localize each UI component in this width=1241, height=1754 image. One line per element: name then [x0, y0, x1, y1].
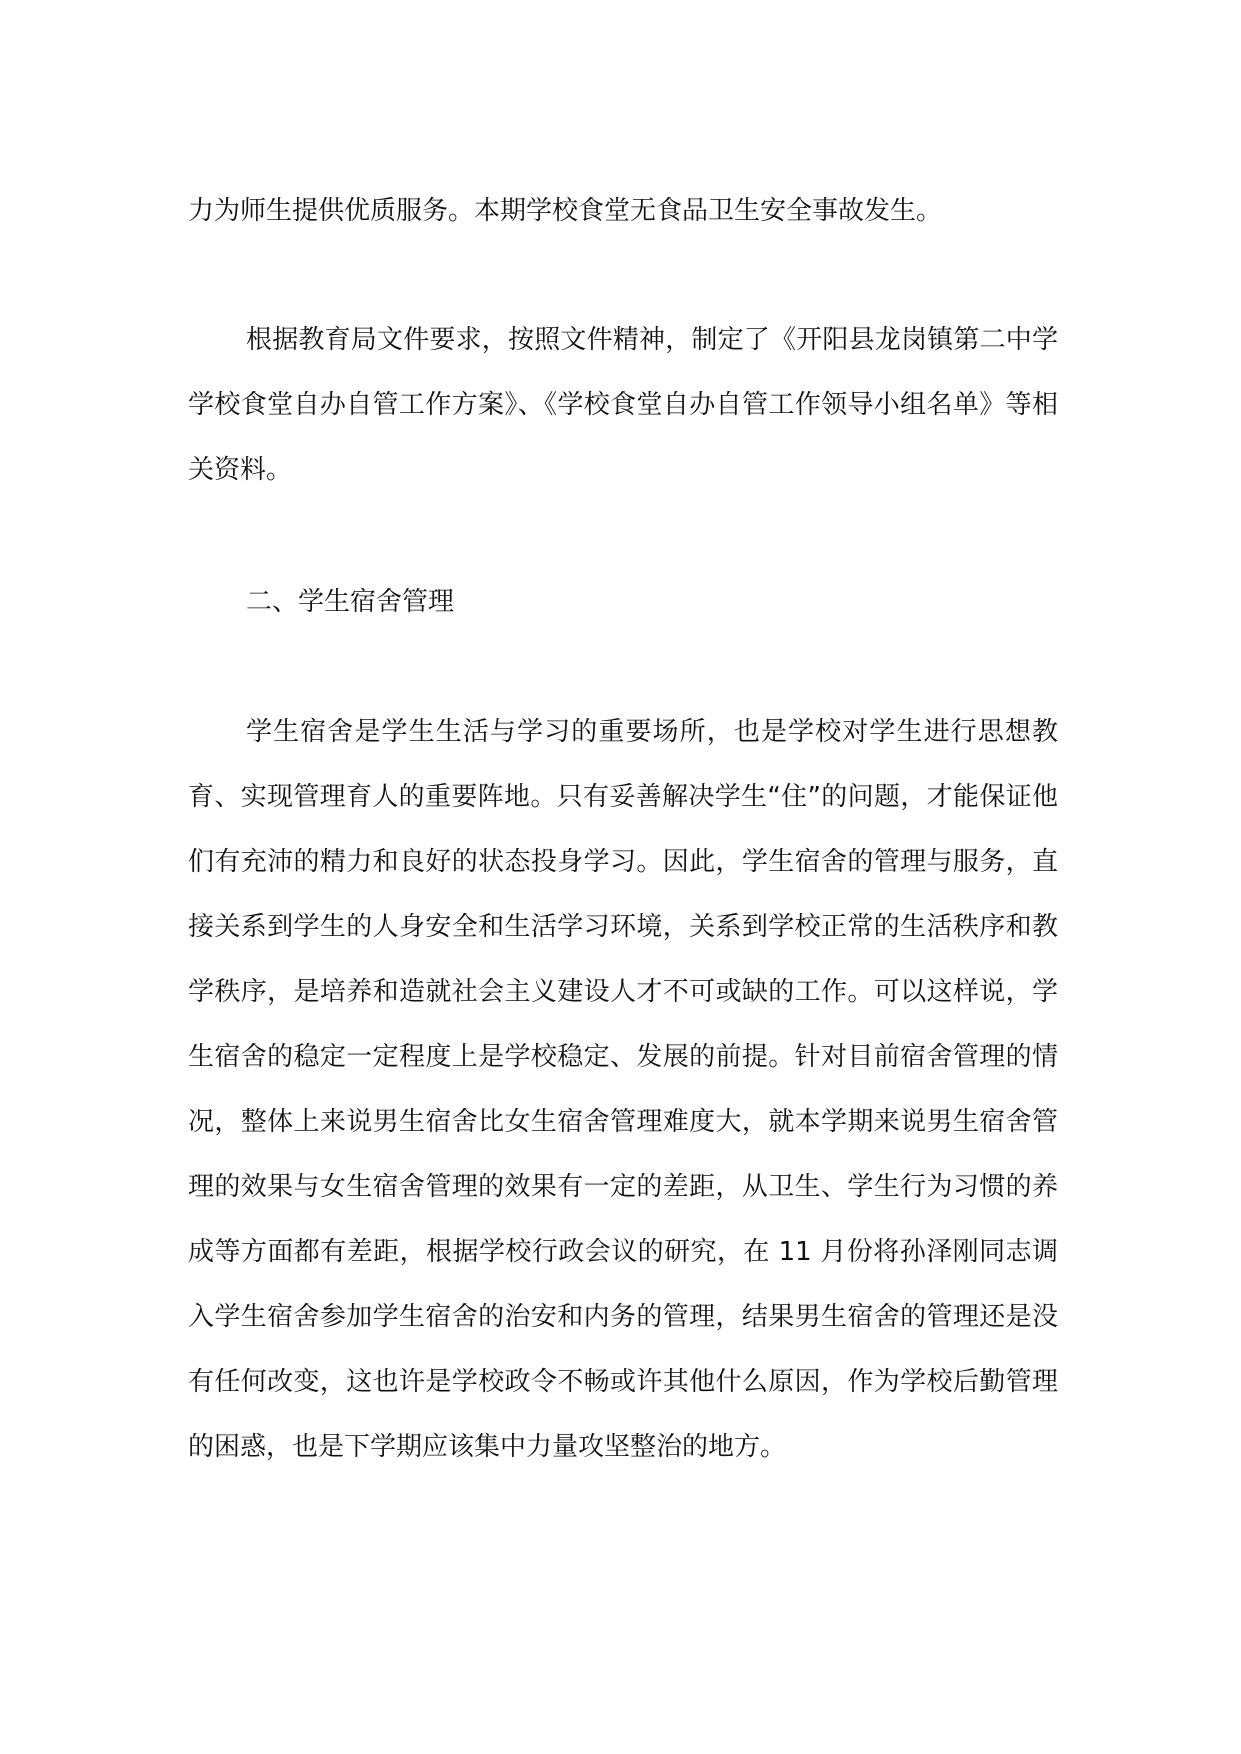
paragraph-dormitory-management: 学生宿舍是学生生活与学习的重要场所，也是学校对学生进行思想教育、实现管理育人的重要阵地。只有妥善解决学生“住”的问题，才能保证他们有充沛的精力和良好的状态投身学习。因此，学生宿舍的管理与服务，直接关系到学生的人身安全和生活学习环境，关系到学校正常的生活秩序和教学秩序，是培养和造就社会主义建设人才不可或缺的工作。可以这样说，学生宿舍的稳定一定程度上是学校稳定、发展的前提。针对目前宿舍管理的情况，整体上来说男生宿舍比女生宿舍管理难度大，就本学期来说男生宿舍管理的效果与女生宿舍管理的效果有一定的差距，从卫生、学生行为习惯的养成等方面都有差距，根据学校行政会议的研究，在 11 月份将孙泽刚同志调入学生宿舍参加学生宿舍的治安和内务的管理，结果男生宿舍的管理还是没有任何改变，这也许是学校政令不畅或许其他什么原因，作为学校后勤管理的困惑，也是下学期应该集中力量攻坚整治的地方。 — [188, 717, 1058, 1462]
paragraph-canteen-documents: 根据教育局文件要求，按照文件精神，制定了《开阳县龙岗镇第二中学学校食堂自办自管工作方案》、《学校食堂自办自管工作领导小组名单》等相关资料。 — [188, 325, 1058, 485]
paragraph-canteen-summary: 力为师生提供优质服务。本期学校食堂无食品卫生安全事故发生。 — [188, 196, 943, 226]
section-heading-dormitory: 二、学生宿舍管理 — [246, 587, 455, 617]
